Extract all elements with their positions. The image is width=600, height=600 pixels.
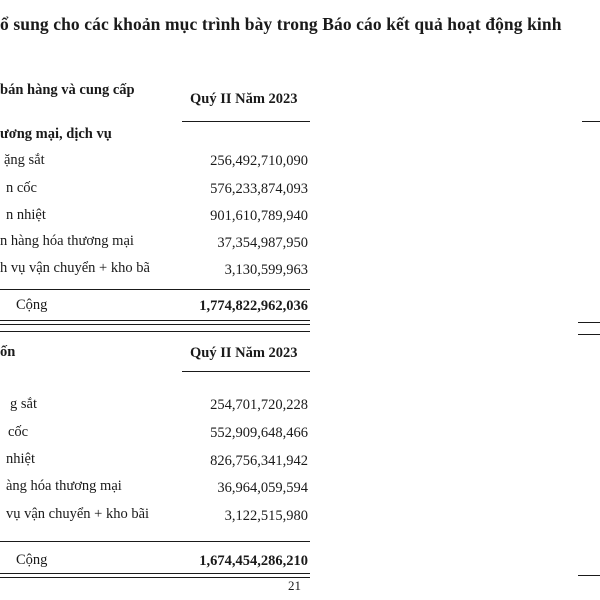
section1-row-amount: 576,233,874,093 [210,181,308,197]
section1-total-amount: 1,774,822,962,036 [199,298,308,314]
section2-row-amount: 36,964,059,594 [217,480,308,496]
section2-top-rule [0,331,310,332]
section2-row-amount: 3,122,515,980 [224,508,308,524]
section2-row-amount: 826,756,341,942 [210,453,308,469]
section2-row-label: nhiệt [6,451,35,467]
section1-subheading: ương mại, dịch vụ [0,126,112,142]
section2-total-rule [0,541,310,542]
section2-row-label: g sắt [10,396,37,412]
section1-row-label: n nhiệt [6,207,46,223]
section2-row-label: àng hóa thương mại [6,478,122,494]
section2-double-rule [0,573,310,578]
section1-row-label: ặng sắt [4,152,45,168]
section2-total-amount: 1,674,454,286,210 [199,553,308,569]
section1-total-rule [0,289,310,290]
section1-row-amount: 37,354,987,950 [217,235,308,251]
section1-double-rule [0,320,310,325]
section1-total-label: Cộng [16,297,48,313]
section2-header-rule [182,371,310,372]
section1-double-rule-right [578,322,600,323]
section1-row-amount: 256,492,710,090 [210,153,308,169]
section1-heading: bán hàng và cung cấp [0,82,135,98]
section2-row-amount: 552,909,648,466 [210,425,308,441]
section2-row-label: cốc [8,424,29,440]
section2-heading: ốn [0,344,16,360]
section1-row-amount: 3,130,599,963 [224,262,308,278]
section2-row-label: vụ vận chuyển + kho bãi [6,506,150,522]
section1-row-label: n hàng hóa thương mại [0,233,134,249]
section1-row-label: n cốc [6,180,37,196]
section2-double-rule-right [578,575,600,576]
section1-column-header: Quý II Năm 2023 [190,91,298,107]
section1-header-rule [182,121,310,122]
section2-row-amount: 254,701,720,228 [210,397,308,413]
section1-header-rule-right [582,121,600,122]
section1-row-label: h vụ vận chuyển + kho bã [0,260,150,276]
section1-row-amount: 901,610,789,940 [210,208,308,224]
section2-top-rule-right [578,334,600,335]
section2-column-header: Quý II Năm 2023 [190,345,298,361]
section2-total-label: Cộng [16,552,48,568]
document-title: ổ sung cho các khoản mục trình bày trong Báo cáo kết quả hoạt động kinh [0,14,562,34]
page-number: 21 [288,578,301,593]
